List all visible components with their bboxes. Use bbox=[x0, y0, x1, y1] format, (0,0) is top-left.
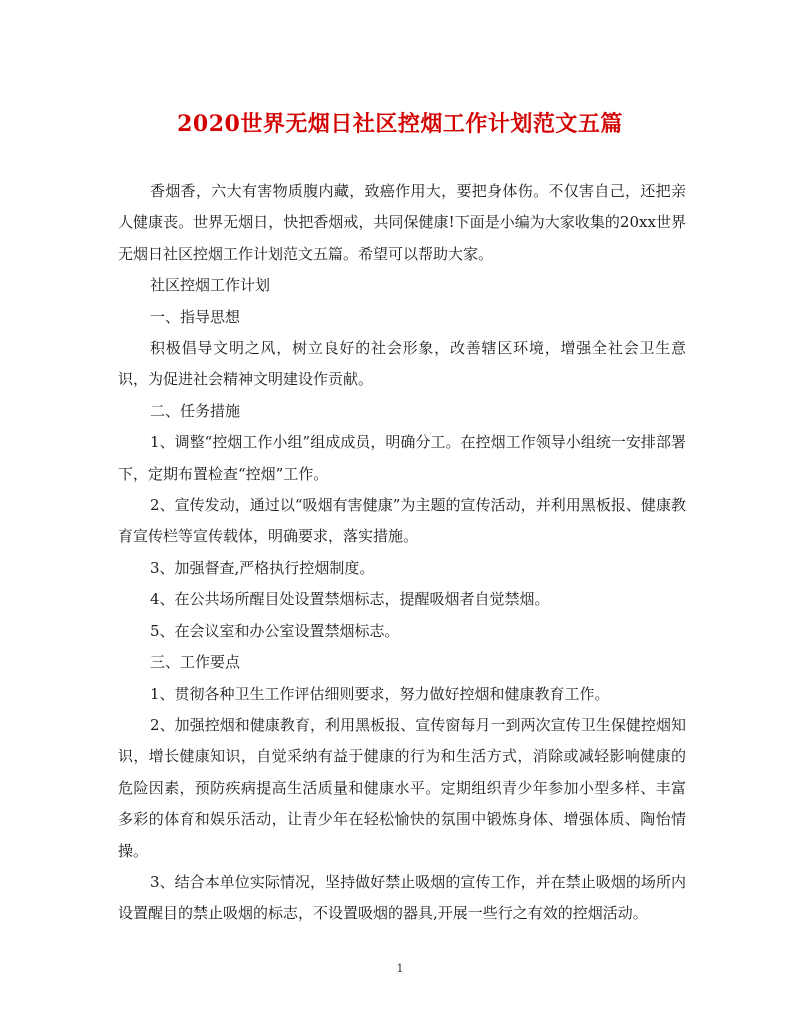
page-number: 1 bbox=[396, 962, 404, 975]
document-title: 2020世界无烟日社区控烟工作计划范文五篇 bbox=[177, 111, 623, 137]
section-heading-guiding-idea: 一、指导思想 bbox=[150, 307, 241, 326]
key-point-1: 1、贯彻各种卫生工作评估细则要求，努力做好控烟和健康教育工作。 bbox=[150, 684, 610, 703]
document-body bbox=[118, 176, 686, 930]
task-item-5: 5、在会议室和办公室设置禁烟标志。 bbox=[150, 621, 400, 640]
key-point-2: 2、加强控烟和健康教育，利用黑板报、宣传窗每月一到两次宣传卫生保健控烟知识，增长健康知识，自觉采纳有益于健康的行为和生活方式，消除或减轻影响健康的危险因素，预防疾病提高生活质量和健康水平。定期组织青少年参加小型多样、丰富多彩的体育和娱乐活动，让青少年在轻松愉快的氛围中锻炼身体、增强体质、陶怡情操。 bbox=[118, 715, 686, 860]
intro-paragraph: 香烟香，六大有害物质腹内藏，致癌作用大，要把身体伤。不仅害自己，还把亲人健康丧。世界无烟日，快把香烟戒，共同保健康!下面是小编为大家收集的20xx世界无烟日社区控烟工作计划范文五篇。希望可以帮助大家。 bbox=[118, 182, 686, 263]
section-heading-key-points: 三、工作要点 bbox=[150, 653, 241, 672]
task-item-1: 1、调整“控烟工作小组”组成成员，明确分工。在控烟工作领导小组统一安排部署下，定期布置检查“控烟”工作。 bbox=[118, 433, 686, 483]
key-point-3: 3、结合本单位实际情况，坚持做好禁止吸烟的宣传工作，并在禁止吸烟的场所内设置醒目的禁止吸烟的标志，不设置吸烟的器具,开展一些行之有效的控烟活动。 bbox=[118, 872, 686, 923]
paragraph-guiding-idea: 积极倡导文明之风，树立良好的社会形象，改善辖区环境，增强全社会卫生意识，为促进社会精神文明建设作贡献。 bbox=[118, 339, 686, 389]
task-item-2: 2、宣传发动，通过以“吸烟有害健康”为主题的宣传活动，并利用黑板报、健康教育宣传栏等宣传载体，明确要求，落实措施。 bbox=[118, 496, 686, 546]
task-item-3: 3、加强督查,严格执行控烟制度。 bbox=[150, 558, 375, 577]
section-heading-plan: 社区控烟工作计划 bbox=[150, 276, 271, 295]
task-item-4: 4、在公共场所醒目处设置禁烟标志，提醒吸烟者自觉禁烟。 bbox=[150, 590, 550, 609]
section-heading-tasks: 二、任务措施 bbox=[150, 401, 241, 420]
